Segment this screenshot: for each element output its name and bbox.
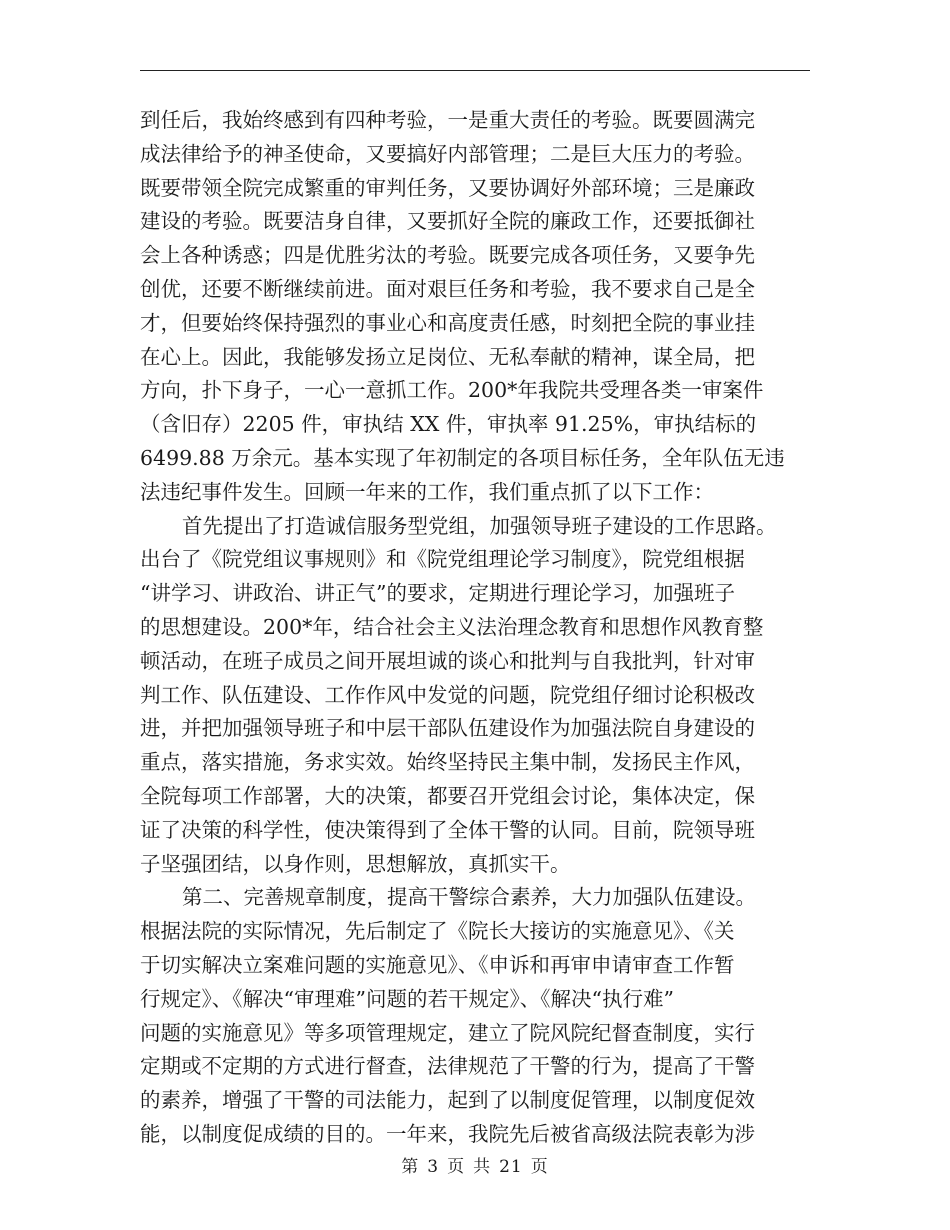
text-line: 于切实解决立案难问题的实施意见》、《申诉和再审申请审查工作暂 <box>140 952 735 977</box>
text-line: 顿活动，在班子成员之间开展坦诚的谈心和批判与自我批判，针对审 <box>140 648 755 673</box>
text-line: 进，并把加强领导班子和中层干部队伍建设作为加强法院自身建设的 <box>140 716 755 741</box>
text-line: “讲学习、讲政治、讲正气”的要求，定期进行理论学习，加强班子 <box>140 581 735 606</box>
total-label: 共 <box>473 1157 492 1177</box>
text-line: 法违纪事件发生。回顾一年来的工作，我们重点抓了以下工作： <box>140 479 714 504</box>
text-line: 的素养，增强了干警的司法能力，起到了以制度促管理，以制度促效 <box>140 1088 755 1113</box>
text-line: 根据法院的实际情况，先后制定了《院长大接访的实施意见》、《关 <box>140 919 735 944</box>
text-line: 出台了《院党组议事规则》和《院党组理论学习制度》，院党组根据 <box>140 547 745 572</box>
text-line: 6499.88 万余元。基本实现了年初制定的各项目标任务，全年队伍无违 <box>140 445 785 470</box>
text-line: 到任后，我始终感到有四种考验，一是重大责任的考验。既要圆满完 <box>140 108 755 132</box>
total-pages-number: 21 <box>499 1157 523 1177</box>
text-line: 能，以制度促成绩的目的。一年来，我院先后被省高级法院表彰为涉 <box>140 1121 755 1146</box>
text-line: 在心上。因此，我能够发扬立足岗位、无私奉献的精神，谋全局，把 <box>140 344 755 369</box>
text-line: 会上各种诱惑；四是优胜劣汰的考验。既要完成各项任务，又要争先 <box>140 243 755 268</box>
document-body <box>140 104 812 1152</box>
page-unit-label: 页 <box>447 1157 466 1177</box>
text-line: 方向，扑下身子，一心一意抓工作。200*年我院共受理各类一审案件 <box>140 378 764 403</box>
text-line: （含旧存）2205 件，审执结 XX 件，审执率 91.25%，审执结标的 <box>140 412 757 437</box>
text-line: 定期或不定期的方式进行督查，法律规范了干警的行为，提高了干警 <box>140 1054 755 1079</box>
text-line: 判工作、队伍建设、工作作风中发觉的问题，院党组仔细讨论积极改 <box>140 682 755 707</box>
page-footer <box>0 1152 950 1177</box>
current-page-number: 3 <box>427 1157 440 1177</box>
text-line: 创优，还要不断继续前进。面对艰巨任务和考验，我不要求自己是全 <box>140 276 755 301</box>
header-rule <box>140 70 810 71</box>
text-line: 建设的考验。既要洁身自律，又要抓好全院的廉政工作，还要抵御社 <box>140 209 755 234</box>
text-line: 证了决策的科学性，使决策得到了全体干警的认同。目前，院领导班 <box>140 817 755 842</box>
text-line: 重点，落实措施，务求实效。始终坚持民主集中制，发扬民主作风， <box>140 750 755 775</box>
text-line: 行规定》、《解决“审理难”问题的若干规定》、《解决“执行难” <box>140 986 674 1011</box>
paragraph-first-line: 第二、完善规章制度，提高干警综合素养，大力加强队伍建设。 <box>182 885 756 910</box>
text-line: 子坚强团结，以身作则，思想解放，真抓实干。 <box>140 851 571 876</box>
text-line: 成法律给予的神圣使命，又要搞好内部管理；二是巨大压力的考验。 <box>140 141 755 166</box>
text-line: 才，但要始终保持强烈的事业心和高度责任感，时刻把全院的事业挂 <box>140 310 755 335</box>
text-line: 问题的实施意见》等多项管理规定，建立了院风院纪督查制度，实行 <box>140 1020 755 1045</box>
page-label: 第 <box>401 1157 420 1177</box>
paragraph-first-line: 首先提出了打造诚信服务型党组，加强领导班子建设的工作思路。 <box>182 513 777 538</box>
text-line: 的思想建设。200*年，结合社会主义法治理念教育和思想作风教育整 <box>140 614 764 639</box>
total-unit-label: 页 <box>530 1157 549 1177</box>
text-line: 既要带领全院完成繁重的审判任务，又要协调好外部环境；三是廉政 <box>140 175 755 200</box>
text-line: 全院每项工作部署，大的决策，都要召开党组会讨论，集体决定，保 <box>140 783 755 808</box>
